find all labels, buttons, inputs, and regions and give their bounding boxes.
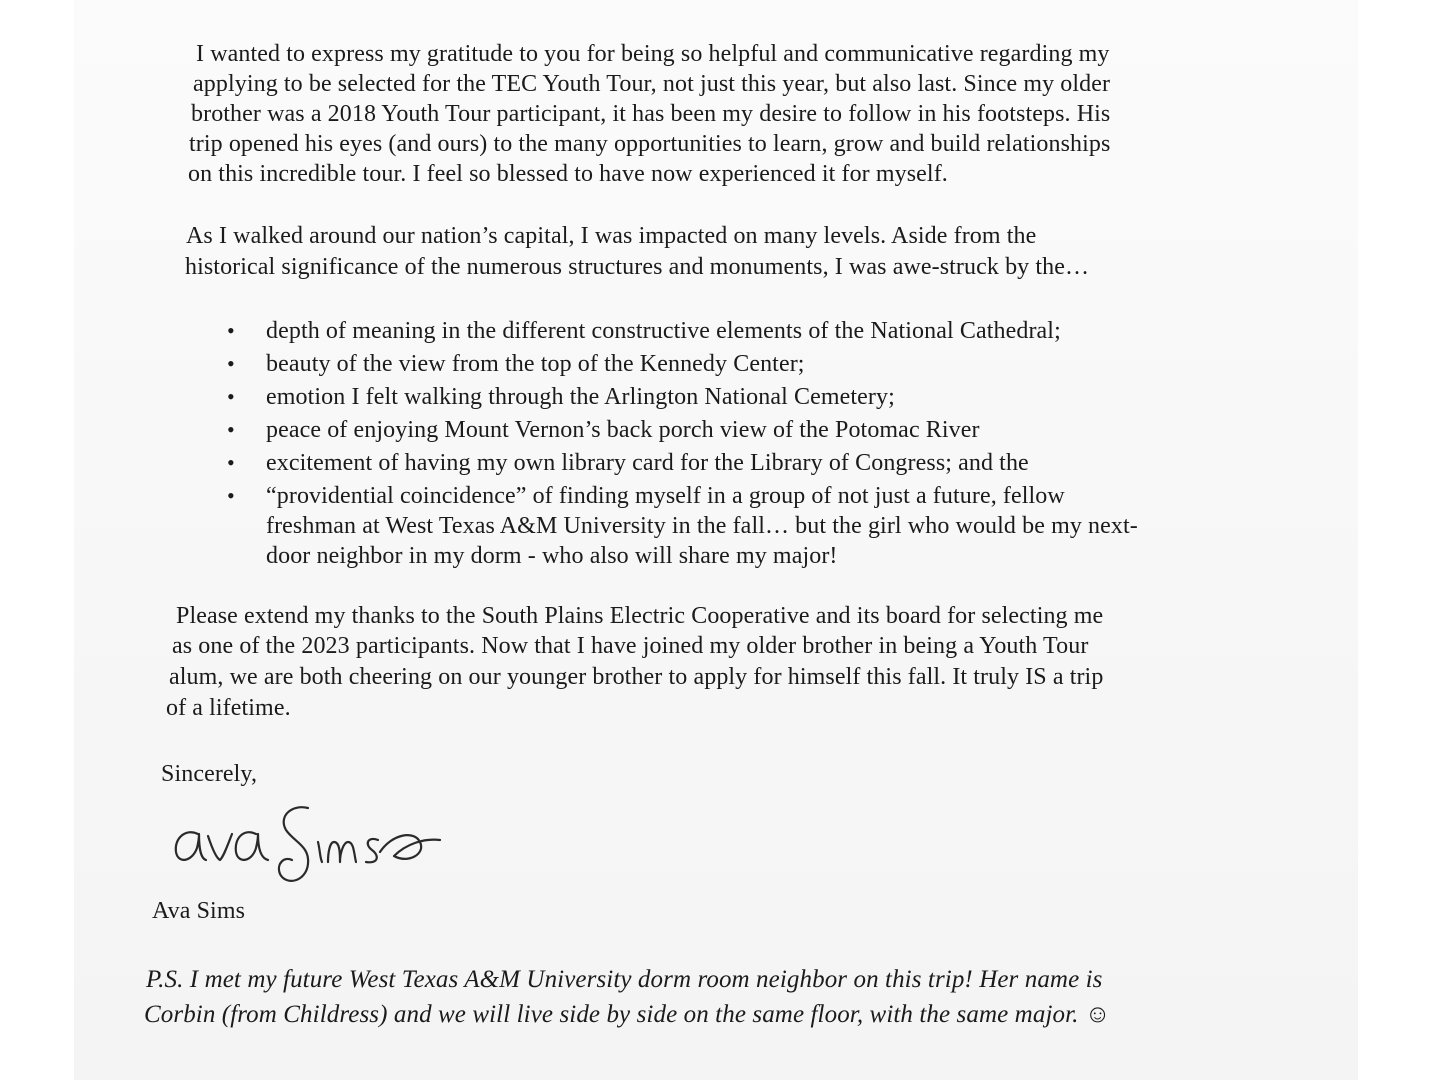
bullet-icon: • — [227, 384, 235, 409]
bullet-icon: • — [227, 417, 235, 442]
list-item-continuation: door neighbor in my dorm - who also will share my major! — [266, 543, 838, 569]
paragraph-line: on this incredible tour. I feel so blessed to have now experienced it for myself. — [188, 161, 948, 187]
paragraph-line: as one of the 2023 participants. Now that I have joined my older brother in being a Youth Tour — [172, 633, 1089, 659]
signer-name: Ava Sims — [152, 898, 246, 924]
paragraph-line: trip opened his eyes (and ours) to the many opportunities to learn, grow and build relationships — [189, 131, 1111, 157]
signature — [168, 790, 453, 895]
bullet-icon: • — [227, 450, 235, 475]
list-item-continuation: freshman at West Texas A&M University in the fall… but the girl who would be my next- — [266, 513, 1138, 539]
paragraph-line: brother was a 2018 Youth Tour participant, it has been my desire to follow in his footsteps. His — [191, 101, 1111, 127]
bullet-icon: • — [227, 318, 235, 343]
paragraph-line: Please extend my thanks to the South Plains Electric Cooperative and its board for selecting me — [176, 603, 1104, 629]
bullet-icon: • — [227, 351, 235, 376]
paragraph-line: historical significance of the numerous structures and monuments, I was awe-struck by the… — [185, 254, 1090, 280]
list-item: excitement of having my own library card for the Library of Congress; and the — [266, 450, 1029, 476]
paragraph-line: applying to be selected for the TEC Youth Tour, not just this year, but also last. Since my older — [193, 71, 1111, 97]
paragraph-line: I wanted to express my gratitude to you for being so helpful and communicative regarding my — [196, 41, 1110, 67]
list-item: “providential coincidence” of finding myself in a group of not just a future, fellow — [266, 483, 1065, 509]
paragraph-line: alum, we are both cheering on our younger brother to apply for himself this fall. It truly IS a trip — [169, 664, 1104, 690]
postscript-line: P.S. I met my future West Texas A&M University dorm room neighbor on this trip! Her name is — [146, 966, 1103, 993]
list-item: beauty of the view from the top of the Kennedy Center; — [266, 351, 805, 377]
closing: Sincerely, — [161, 761, 258, 787]
paragraph-line: of a lifetime. — [166, 695, 291, 721]
list-item: emotion I felt walking through the Arlington National Cemetery; — [266, 384, 895, 410]
paragraph-line: As I walked around our nation’s capital, I was impacted on many levels. Aside from the — [186, 223, 1037, 249]
bullet-icon: • — [227, 483, 235, 508]
list-item: depth of meaning in the different constructive elements of the National Cathedral; — [266, 318, 1061, 344]
list-item: peace of enjoying Mount Vernon’s back porch view of the Potomac River — [266, 417, 980, 443]
postscript-line: Corbin (from Childress) and we will live side by side on the same floor, with the same major. ☺ — [144, 1001, 1111, 1028]
